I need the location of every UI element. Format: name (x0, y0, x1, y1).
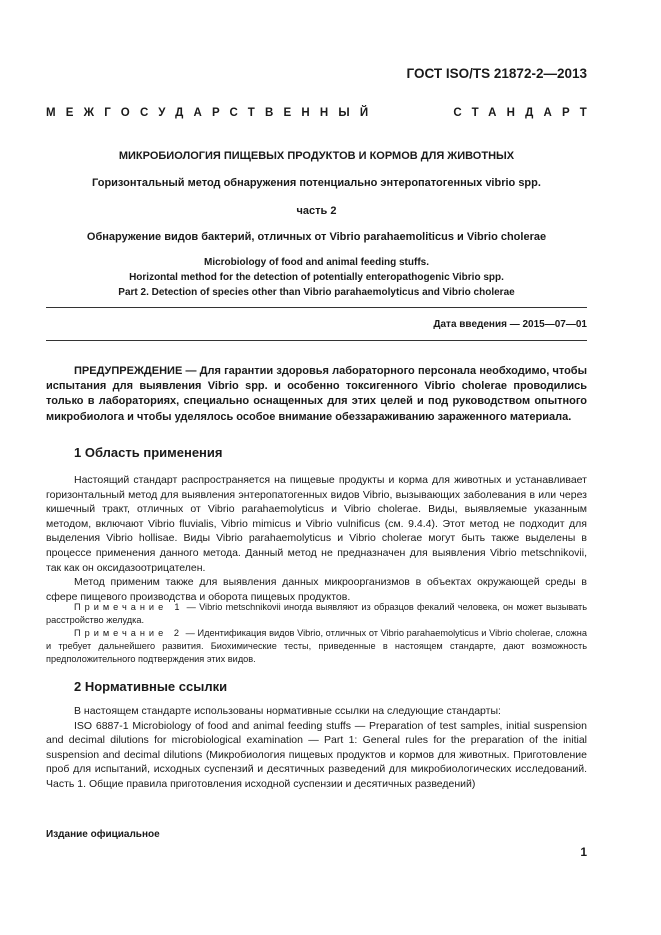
intro-date: Дата введения — 2015—07—01 (433, 319, 587, 330)
warning-paragraph: ПРЕДУПРЕЖДЕНИЕ — Для гарантии здоровья лабораторного персонала необходимо, чтобы испытания для выявления Vibrio spp. и особенно токсигенного Vibrio cholerae проводились только в лабораториях, специально оснащенных для этих целей и под руководством опытного микробиолога и чтобы уделялось особое внимание обеззараживанию зараженного материала. (46, 365, 587, 423)
interstate-word: МЕЖГОСУДАРСТВЕННЫЙ (46, 107, 379, 119)
standard-number: ГОСТ ISO/TS 21872-2—2013 (406, 66, 587, 81)
note-2 (46, 627, 587, 666)
section-2-heading: 2 Нормативные ссылки (74, 679, 228, 694)
section-1-heading: 1 Область применения (74, 445, 223, 460)
title-ru-subtitle: Горизонтальный метод обнаружения потенциально энтеропатогенных vibrio spp. (92, 177, 541, 189)
title-ru-part: часть 2 (296, 205, 337, 217)
edition-label: Издание официальное (46, 829, 160, 840)
section-1-paragraph: Настоящий стандарт распространяется на пищевые продукты и корма для животных и устанавливает горизонтальный метод для выявления энтеропатогенных видов Vibrio, вызывающих заболевания в или через кишечный тракт, отличных от Vibrio parahaemolyticus и Vibrio cholerae. Виды, выявляемые указанным методом, включают Vibrio fluvialis, Vibrio mimicus и Vibrio vulnificus (см. 9.4.4). Этот метод не подходит для выделения Vibrio hollisae. Виды Vibrio parahaemolyticus и Vibrio cholerae могут быть также выделены в процессе применения данного метода. Данный метод не предназначен для выявления Vibrio metschnikovii, так как он оксидазоотрицателен. (46, 474, 587, 574)
section-1-notes (46, 601, 587, 666)
section-2-paragraph: ISO 6887-1 Microbiology of food and animal feeding stuffs — Preparation of test samples, initial suspension and decimal dilutions for microbiological examination — Part 1: General rules for the preparation of the initial suspension and decimal dilutions (Микробиология пищевых продуктов и кормов для животных. Приготовление проб для испытаний, исходных суспензий и десятичных разведений для микробиологических исследований. Часть 1. Общие правила приготовления исходной суспензии и десятичных разведений) (46, 719, 587, 790)
title-ru-main: МИКРОБИОЛОГИЯ ПИЩЕВЫХ ПРОДУКТОВ И КОРМОВ ДЛЯ ЖИВОТНЫХ (118, 150, 515, 162)
interstate-standard-heading (46, 107, 597, 119)
note-label: Примечание 1 (74, 602, 184, 612)
section-2-body (46, 704, 587, 792)
note-text: — Идентификация видов Vibrio, отличных от Vibrio parahaemolyticus и Vibrio cholerae, сложна и требует дальнейшего развития. Биохимические тесты, приведенные в настоящем стандарте, дают возможность предположительного подтверждения этих видов. (46, 628, 587, 664)
section-2-paragraph: В настоящем стандарте использованы нормативные ссылки на следующие стандарты: (74, 705, 501, 717)
divider-bottom (46, 340, 587, 341)
title-ru-part-name: Обнаружение видов бактерий, отличных от Vibrio parahaemoliticus и Vibrio cholerae (86, 231, 547, 243)
note-label: Примечание 2 (74, 628, 183, 638)
section-1-paragraph: Метод применим также для выявления данных микроорганизмов в объектах окружающей среды в сфере пищевого производства и оборота пищевых продуктов. (46, 576, 587, 603)
note-1 (46, 601, 587, 627)
divider-top (46, 307, 587, 308)
section-1-body (46, 473, 587, 604)
page-number: 1 (580, 845, 587, 859)
title-en-line: Microbiology of food and animal feeding stuffs. (204, 257, 429, 268)
title-en-line: Horizontal method for the detection of potentially enteropathogenic Vibrio spp. (129, 272, 504, 283)
note-text: — Vibrio metschnikovii иногда выявляют из образцов фекалий человека, он может вызывать расстройство желудка. (46, 602, 587, 625)
title-en-line: Part 2. Detection of species other than Vibrio parahaemolyticus and Vibrio cholerae (118, 287, 515, 298)
title-en (46, 255, 587, 300)
standard-word: СТАНДАРТ (453, 107, 597, 119)
